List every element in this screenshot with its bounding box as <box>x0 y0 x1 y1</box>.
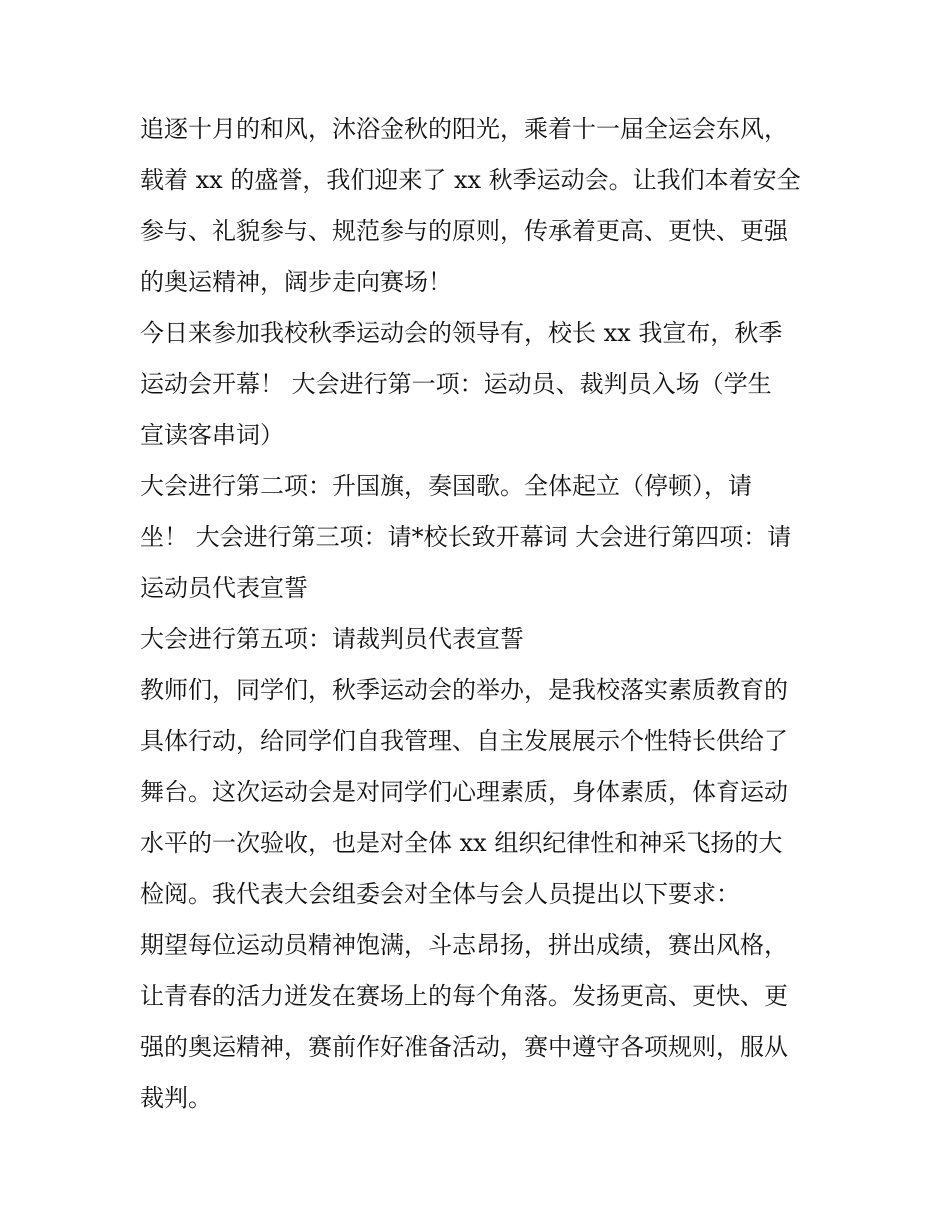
text-line: 追逐十月的和风，沐浴金秋的阳光，乘着十一届全运会东风， <box>140 115 788 143</box>
text-line: 强的奥运精神，赛前作好准备活动，赛中遵守各项规则，服从 <box>140 1033 788 1061</box>
text-line: 宣读客串词） <box>140 421 284 449</box>
text-line: 舞台。这次运动会是对同学们心理素质，身体素质，体育运动 <box>140 778 788 806</box>
text-line: 运动员代表宣誓 <box>140 574 308 602</box>
text-line: 大会进行第二项：升国旗，奏国歌。全体起立（停顿），请 <box>140 472 752 500</box>
text-line: 水平的一次验收，也是对全体 xx 组织纪律性和神采飞扬的大 <box>140 829 783 857</box>
text-line: 坐！ 大会进行第三项：请*校长致开幕词 大会进行第四项：请 <box>140 523 792 551</box>
text-line: 让青春的活力迸发在赛场上的每个角落。发扬更高、更快、更 <box>140 982 788 1010</box>
text-line: 大会进行第五项：请裁判员代表宣誓 <box>140 625 524 653</box>
text-line: 教师们，同学们，秋季运动会的举办，是我校落实素质教育的 <box>140 676 788 704</box>
text-line: 检阅。我代表大会组委会对全体与会人员提出以下要求： <box>140 880 740 908</box>
text-line: 裁判。 <box>140 1084 212 1112</box>
text-line: 参与、礼貌参与、规范参与的原则，传承着更高、更快、更强 <box>140 217 788 245</box>
text-line: 具体行动，给同学们自我管理、自主发展展示个性特长供给了 <box>140 727 788 755</box>
text-line: 期望每位运动员精神饱满，斗志昂扬，拼出成绩，赛出风格， <box>140 931 788 959</box>
text-line: 的奥运精神，阔步走向赛场！ <box>140 268 452 296</box>
document-body <box>140 104 820 1124</box>
text-line: 今日来参加我校秋季运动会的领导有，校长 xx 我宣布，秋季 <box>140 319 783 347</box>
text-line: 运动会开幕！ 大会进行第一项：运动员、裁判员入场（学生 <box>140 370 772 398</box>
text-line: 载着 xx 的盛誉，我们迎来了 xx 秋季运动会。让我们本着安全 <box>140 166 801 194</box>
